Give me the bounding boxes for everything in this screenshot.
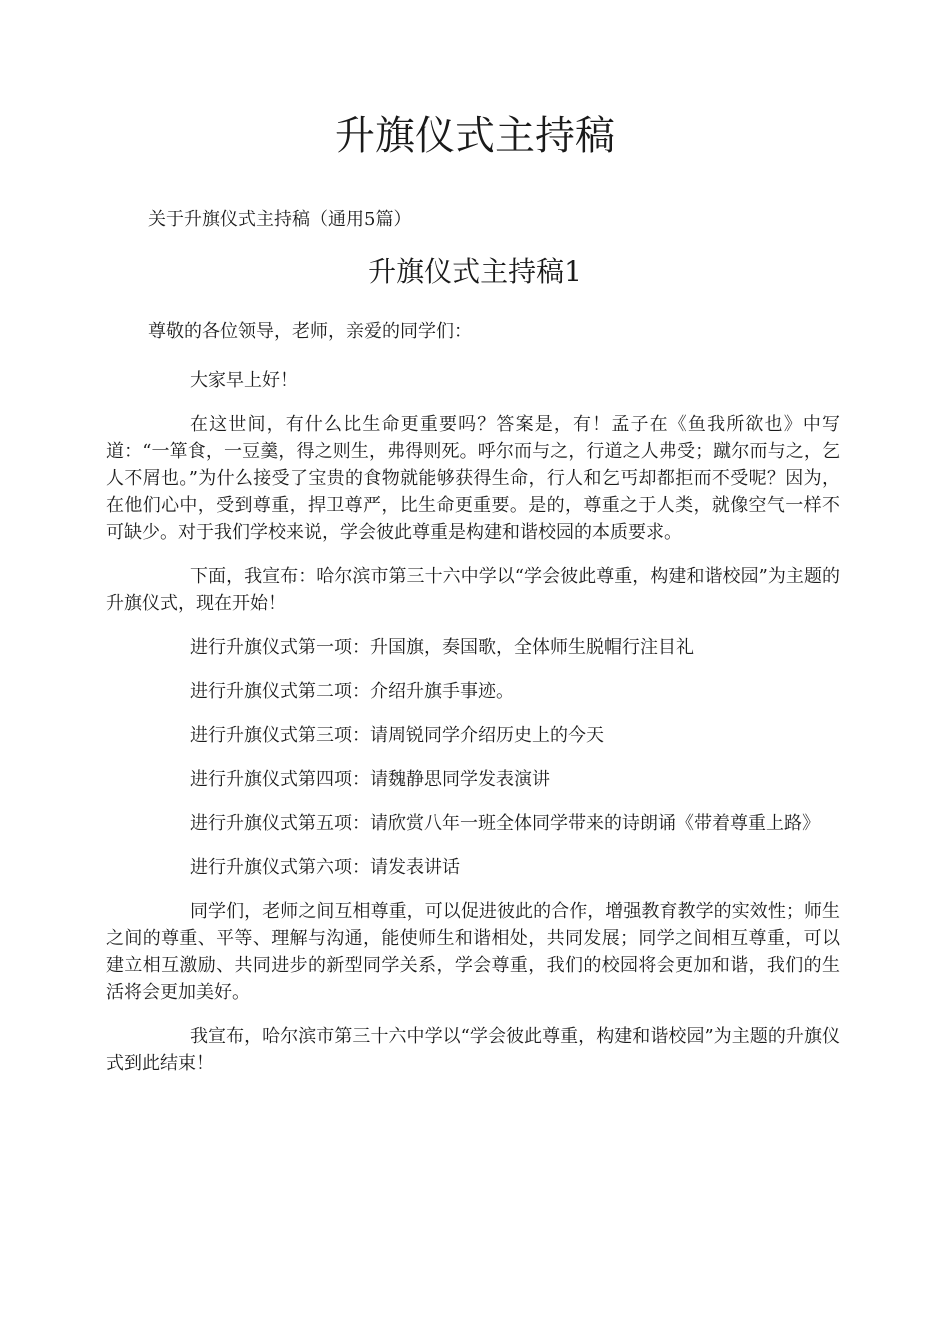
agenda-item-2: 进行升旗仪式第二项：介绍升旗手事迹。 (190, 681, 514, 702)
document-title: 升旗仪式主持稿 (335, 113, 615, 159)
document-body (106, 318, 840, 1094)
agenda-item-6: 进行升旗仪式第六项：请发表讲话 (190, 857, 460, 878)
paragraph-announcement: 下面，我宣布：哈尔滨市第三十六中学以“学会彼此尊重，构建和谐校园”为主题的升旗仪式，现在开始！ (106, 566, 840, 614)
section-title: 升旗仪式主持稿1 (368, 255, 582, 288)
paragraph-greeting: 大家早上好！ (190, 370, 298, 391)
salutation: 尊敬的各位领导，老师，亲爱的同学们： (148, 321, 472, 342)
agenda-item-3: 进行升旗仪式第三项：请周锐同学介绍历史上的今天 (190, 725, 604, 746)
paragraph-summary: 同学们，老师之间互相尊重，可以促进彼此的合作，增强教育教学的实效性；师生之间的尊重、平等、理解与沟通，能使师生和谐相处，共同发展；同学之间相互尊重，可以建立相互激励、共同进步的新型同学关系，学会尊重，我们的校园将会更加和谐，我们的生活将会更加美好。 (106, 901, 840, 1003)
paragraph-intro: 在这世间，有什么比生命更重要吗？答案是，有！孟子在《鱼我所欲也》中写道：“一箪食，一豆羹，得之则生，弗得则死。呼尔而与之，行道之人弗受；蹴尔而与之，乞人不屑也。”为什么接受了宝贵的食物就能够获得生命，行人和乞丐却都拒而不受呢？因为，在他们心中，受到尊重，捍卫尊严，比生命更重要。是的，尊重之于人类，就像空气一样不可缺少。对于我们学校来说，学会彼此尊重是构建和谐校园的本质要求。 (106, 414, 840, 543)
paragraph-closing: 我宣布，哈尔滨市第三十六中学以“学会彼此尊重，构建和谐校园”为主题的升旗仪式到此结束！ (106, 1026, 840, 1074)
agenda-item-5: 进行升旗仪式第五项：请欣赏八年一班全体同学带来的诗朗诵《带着尊重上路》 (190, 813, 820, 834)
document-subtitle: 关于升旗仪式主持稿（通用5篇） (148, 209, 412, 230)
agenda-item-1: 进行升旗仪式第一项：升国旗，奏国歌，全体师生脱帽行注目礼 (190, 637, 694, 658)
agenda-item-4: 进行升旗仪式第四项：请魏静思同学发表演讲 (190, 769, 550, 790)
